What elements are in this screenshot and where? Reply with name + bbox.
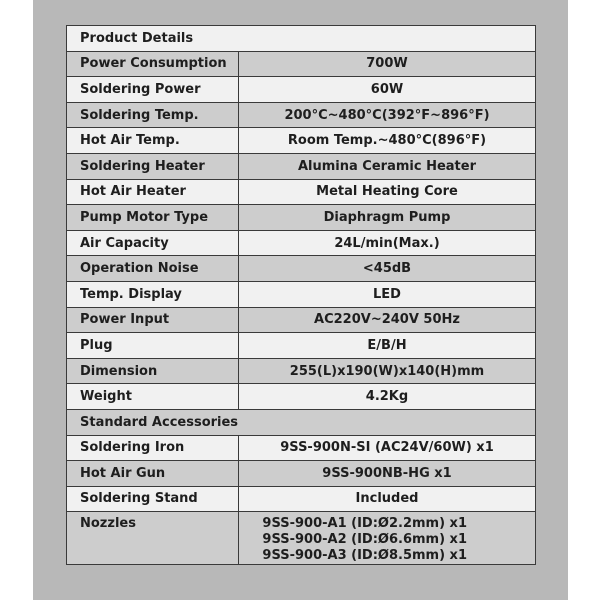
spec-value: 700W [239, 51, 536, 77]
spec-label: Operation Noise [67, 256, 239, 282]
spec-value: Diaphragm Pump [239, 205, 536, 231]
spec-value: LED [239, 281, 536, 307]
spec-label: Soldering Heater [67, 153, 239, 179]
table-row [67, 409, 536, 435]
spec-label: Pump Motor Type [67, 205, 239, 231]
nozzle-item: 9SS-900-A3 (ID:Ø8.5mm) x1 [262, 548, 467, 564]
spec-value: 9SS-900NB-HG x1 [239, 461, 536, 487]
spec-value: 60W [239, 77, 536, 103]
spec-value: <45dB [239, 256, 536, 282]
table-row [67, 51, 536, 77]
table-row [67, 256, 536, 282]
spec-label: Air Capacity [67, 230, 239, 256]
nozzles-label: Nozzles [67, 512, 239, 565]
table-row [67, 435, 536, 461]
spec-label: Dimension [67, 358, 239, 384]
table-row [67, 230, 536, 256]
spec-value: Alumina Ceramic Heater [239, 153, 536, 179]
spec-value: 255(L)x190(W)x140(H)mm [239, 358, 536, 384]
spec-value: 9SS-900N-SI (AC24V/60W) x1 [239, 435, 536, 461]
table-row [67, 281, 536, 307]
table-row [67, 358, 536, 384]
spec-label: Power Consumption [67, 51, 239, 77]
spec-label: Hot Air Gun [67, 461, 239, 487]
spec-value: AC220V~240V 50Hz [239, 307, 536, 333]
spec-value: E/B/H [239, 333, 536, 359]
spec-label: Temp. Display [67, 281, 239, 307]
nozzles-list [239, 512, 536, 565]
spec-label: Hot Air Heater [67, 179, 239, 205]
table-row [67, 333, 536, 359]
spec-value: 200°C~480°C(392°F~896°F) [239, 102, 536, 128]
table-row [67, 307, 536, 333]
table-row [67, 179, 536, 205]
table-row [67, 486, 536, 512]
spec-value: 4.2Kg [239, 384, 536, 410]
spec-label: Plug [67, 333, 239, 359]
nozzles-row [67, 512, 536, 565]
table-row [67, 384, 536, 410]
nozzle-item: 9SS-900-A2 (ID:Ø6.6mm) x1 [262, 532, 467, 548]
spec-label: Hot Air Temp. [67, 128, 239, 154]
table-row [67, 205, 536, 231]
spec-value: 24L/min(Max.) [239, 230, 536, 256]
spec-label: Power Input [67, 307, 239, 333]
table-row [67, 77, 536, 103]
table-header-row [67, 26, 536, 52]
table-row [67, 102, 536, 128]
nozzle-item: 9SS-900-A1 (ID:Ø2.2mm) x1 [262, 516, 467, 532]
spec-value: Metal Heating Core [239, 179, 536, 205]
table-row [67, 461, 536, 487]
table-row [67, 153, 536, 179]
spec-value: Included [239, 486, 536, 512]
table-row [67, 128, 536, 154]
spec-label: Soldering Stand [67, 486, 239, 512]
section-header: Standard Accessories [67, 409, 536, 435]
product-details-table [66, 25, 536, 565]
spec-value: Room Temp.~480°C(896°F) [239, 128, 536, 154]
product-details-header: Product Details [67, 26, 536, 52]
spec-label: Soldering Power [67, 77, 239, 103]
spec-label: Soldering Iron [67, 435, 239, 461]
spec-label: Weight [67, 384, 239, 410]
spec-label: Soldering Temp. [67, 102, 239, 128]
